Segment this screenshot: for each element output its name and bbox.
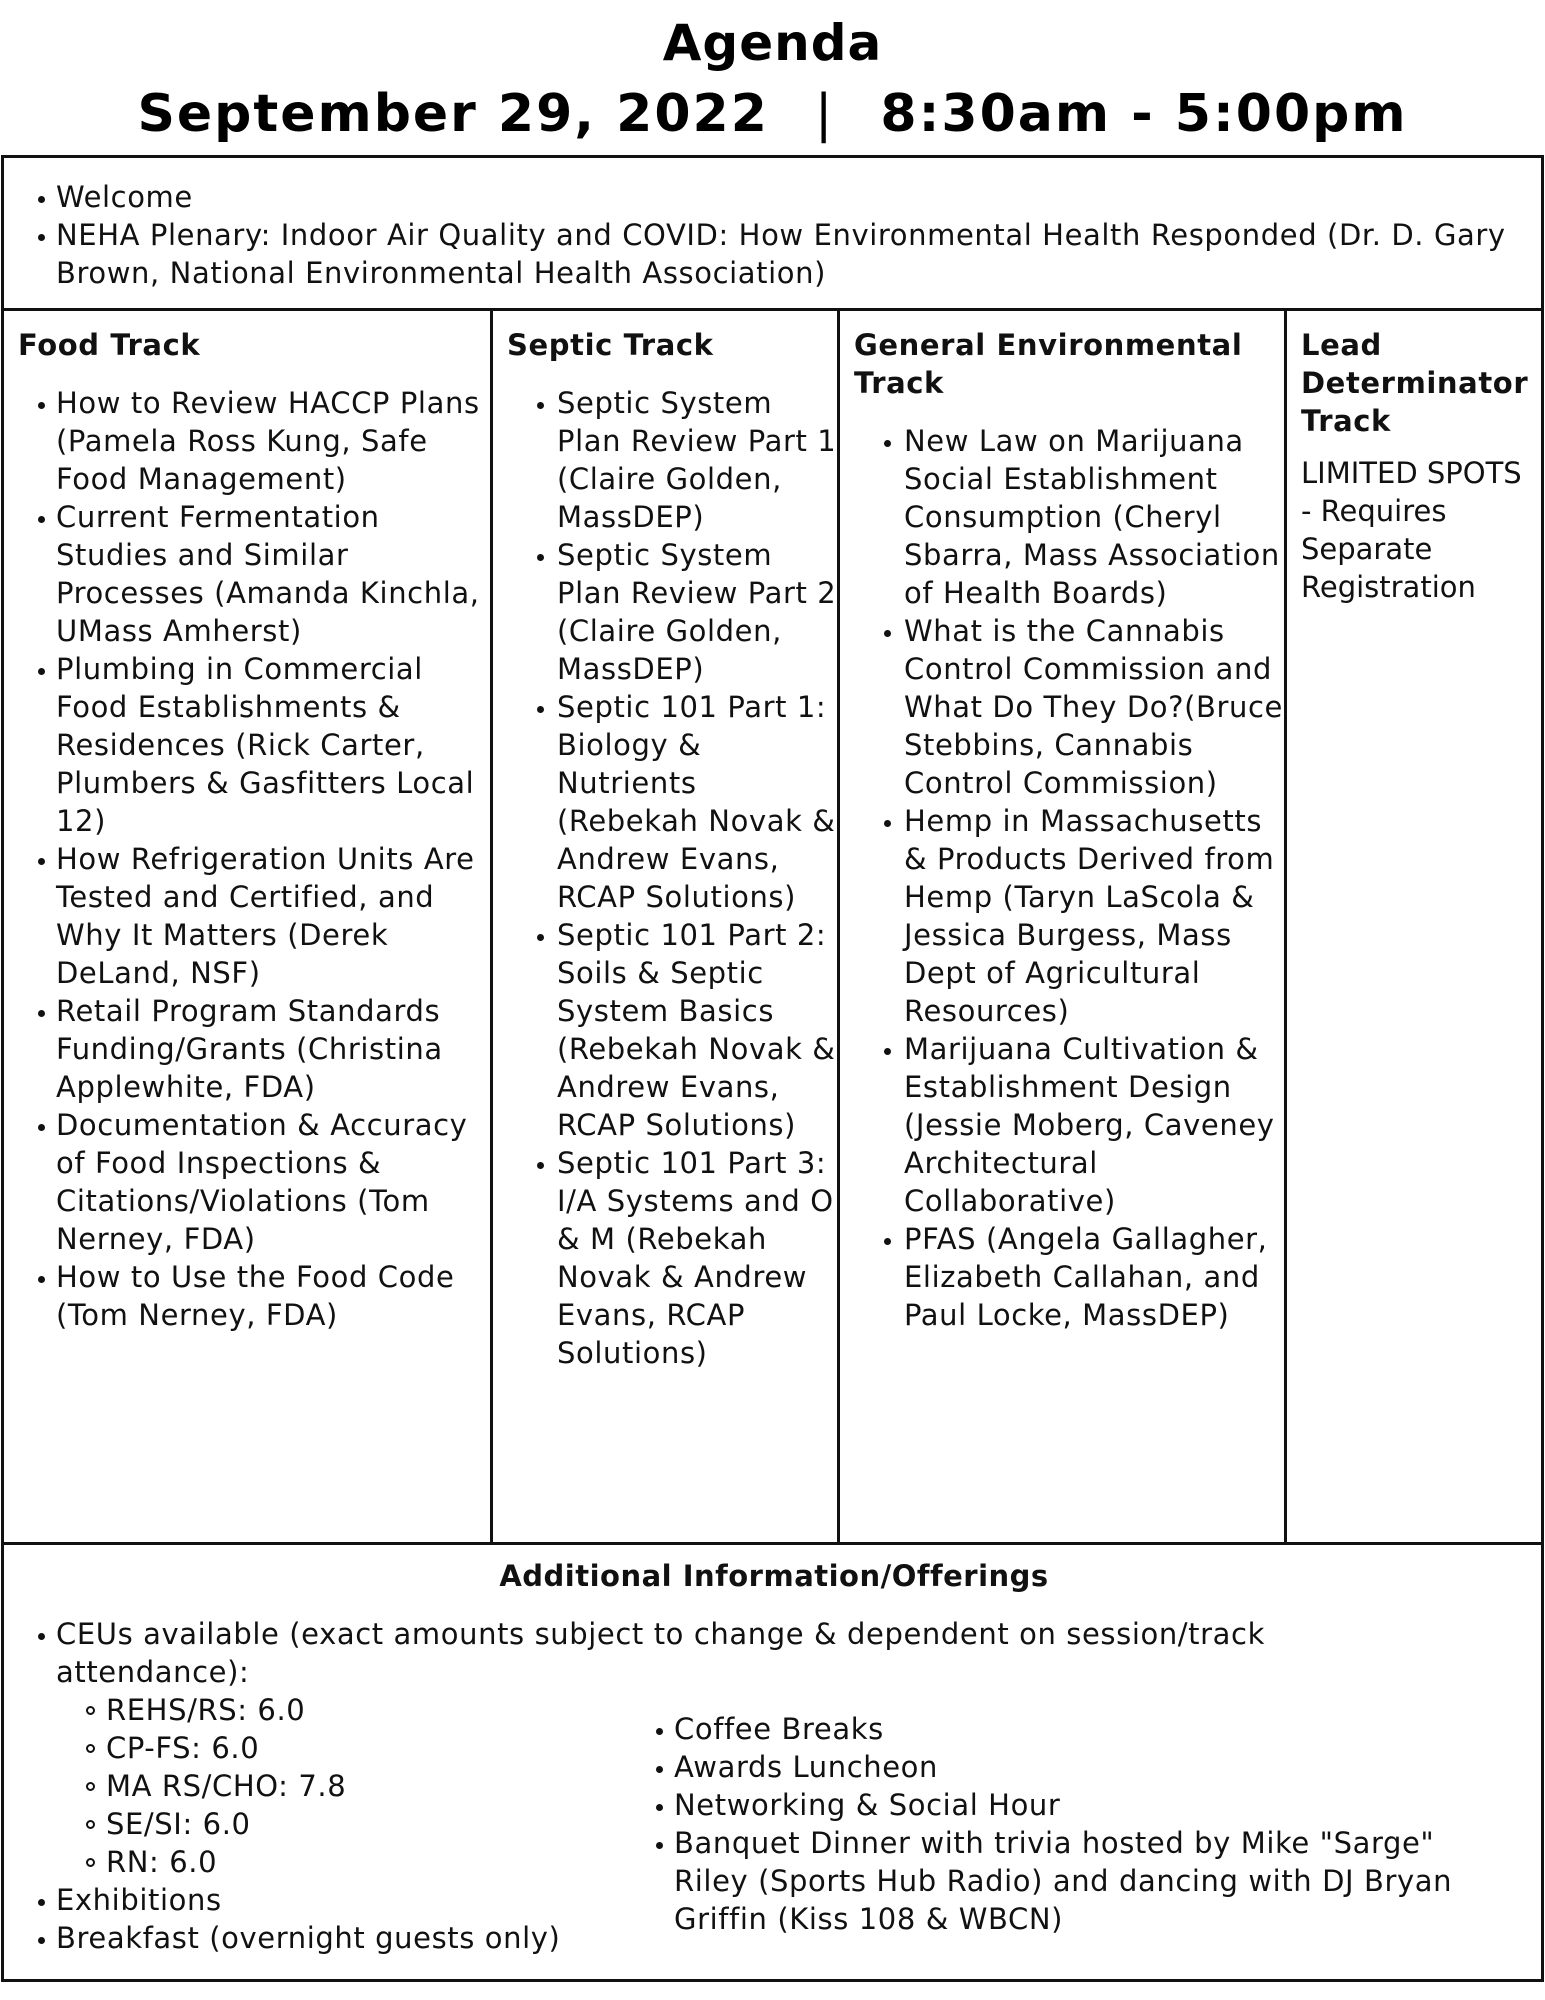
ceu-intro: CEUs available (exact amounts subject to change & dependent on session/track attendance): (56, 1617, 1265, 1689)
list-item: Current Fermentation Studies and Similar Processes (Amanda Kinchla, UMass Amherst) (4, 498, 490, 650)
list-item: Welcome (4, 178, 1511, 216)
list-item: Septic 101 Part 1: Biology & Nutrients (Rebekah Novak & Andrew Evans, RCAP Solutions) (493, 688, 837, 916)
list-item: Exhibitions (4, 1881, 1464, 1919)
opening-list (4, 178, 1511, 292)
general-track-title: General Environmental Track (854, 328, 1243, 400)
opening-session-box (1, 155, 1544, 311)
general-environmental-track-column (837, 311, 1284, 1542)
food-track-sessions (4, 384, 490, 1334)
septic-track-title: Septic Track (507, 328, 714, 362)
tracks-table (1, 308, 1544, 1545)
ceu-item: MA RS/CHO: 7.8 (56, 1767, 1464, 1805)
event-time: 8:30am - 5:00pm (880, 84, 1408, 144)
ceu-item: CP-FS: 6.0 (56, 1729, 1464, 1767)
list-item: Banquet Dinner with trivia hosted by Mike "Sarge" Riley (Sports Hub Radio) and dancing with DJ Bryan Griffin (Kiss 108 & WBCN) (622, 1824, 1502, 1938)
list-item: How to Review HACCP Plans (Pamela Ross Kung, Safe Food Management) (4, 384, 490, 498)
list-item: Coffee Breaks (622, 1710, 1502, 1748)
list-item: Septic 101 Part 2: Soils & Septic System Basics (Rebekah Novak & Andrew Evans, RCAP Solutions) (493, 916, 837, 1144)
ceu-item: REHS/RS: 6.0 (56, 1691, 1464, 1729)
additional-right-list (622, 1710, 1502, 1938)
list-item: Plumbing in Commercial Food Establishments & Residences (Rick Carter, Plumbers & Gasfitters Local 12) (4, 650, 490, 840)
date-separator: | (814, 84, 835, 144)
list-item: How Refrigeration Units Are Tested and Certified, and Why It Matters (Derek DeLand, NSF) (4, 840, 490, 992)
list-item: Breakfast (overnight guests only) (4, 1919, 1464, 1957)
lead-track-column (1284, 311, 1544, 1542)
list-item: Awards Luncheon (622, 1748, 1502, 1786)
event-date-time (0, 84, 1545, 144)
page-title: Agenda (662, 14, 883, 72)
list-item: Documentation & Accuracy of Food Inspections & Citations/Violations (Tom Nerney, FDA) (4, 1106, 490, 1258)
food-track-column (4, 311, 490, 1542)
list-item: Septic 101 Part 3: I/A Systems and O & M (Rebekah Novak & Andrew Evans, RCAP Solutions) (493, 1144, 837, 1372)
lead-track-title: Lead Determinator Track (1301, 328, 1529, 438)
list-item: What is the Cannabis Control Commission and What Do They Do?(Bruce Stebbins, Cannabis Control Commission) (840, 612, 1284, 802)
list-item: NEHA Plenary: Indoor Air Quality and COVID: How Environmental Health Responded (Dr. D. Gary Brown, National Environmental Health Association) (4, 216, 1511, 292)
list-item: New Law on Marijuana Social Establishment Consumption (Cheryl Sbarra, Mass Association of Health Boards) (840, 422, 1284, 612)
list-item: Septic System Plan Review Part 1 (Claire Golden, MassDEP) (493, 384, 837, 536)
general-track-sessions (840, 422, 1284, 1334)
lead-track-note: LIMITED SPOTS - Requires Separate Registration (1301, 456, 1522, 604)
event-date: September 29, 2022 (137, 84, 769, 144)
list-item: How to Use the Food Code (Tom Nerney, FDA) (4, 1258, 490, 1334)
additional-info-title: Additional Information/Offerings (499, 1559, 1049, 1593)
list-item: Marijuana Cultivation & Establishment Design (Jessie Moberg, Caveney Architectural Collaborative) (840, 1030, 1284, 1220)
list-item: PFAS (Angela Gallagher, Elizabeth Callahan, and Paul Locke, MassDEP) (840, 1220, 1284, 1334)
ceu-item: RN: 6.0 (56, 1843, 1464, 1881)
ceu-item: SE/SI: 6.0 (56, 1805, 1464, 1843)
list-item: Septic System Plan Review Part 2 (Claire Golden, MassDEP) (493, 536, 837, 688)
septic-track-sessions (493, 384, 837, 1372)
list-item: Networking & Social Hour (622, 1786, 1502, 1824)
list-item: Hemp in Massachusetts & Products Derived from Hemp (Taryn LaScola & Jessica Burgess, Mass Dept of Agricultural Resources) (840, 802, 1284, 1030)
food-track-title: Food Track (18, 328, 201, 362)
additional-info-box (1, 1542, 1544, 1982)
septic-track-column (490, 311, 837, 1542)
list-item: Retail Program Standards Funding/Grants (Christina Applewhite, FDA) (4, 992, 490, 1106)
